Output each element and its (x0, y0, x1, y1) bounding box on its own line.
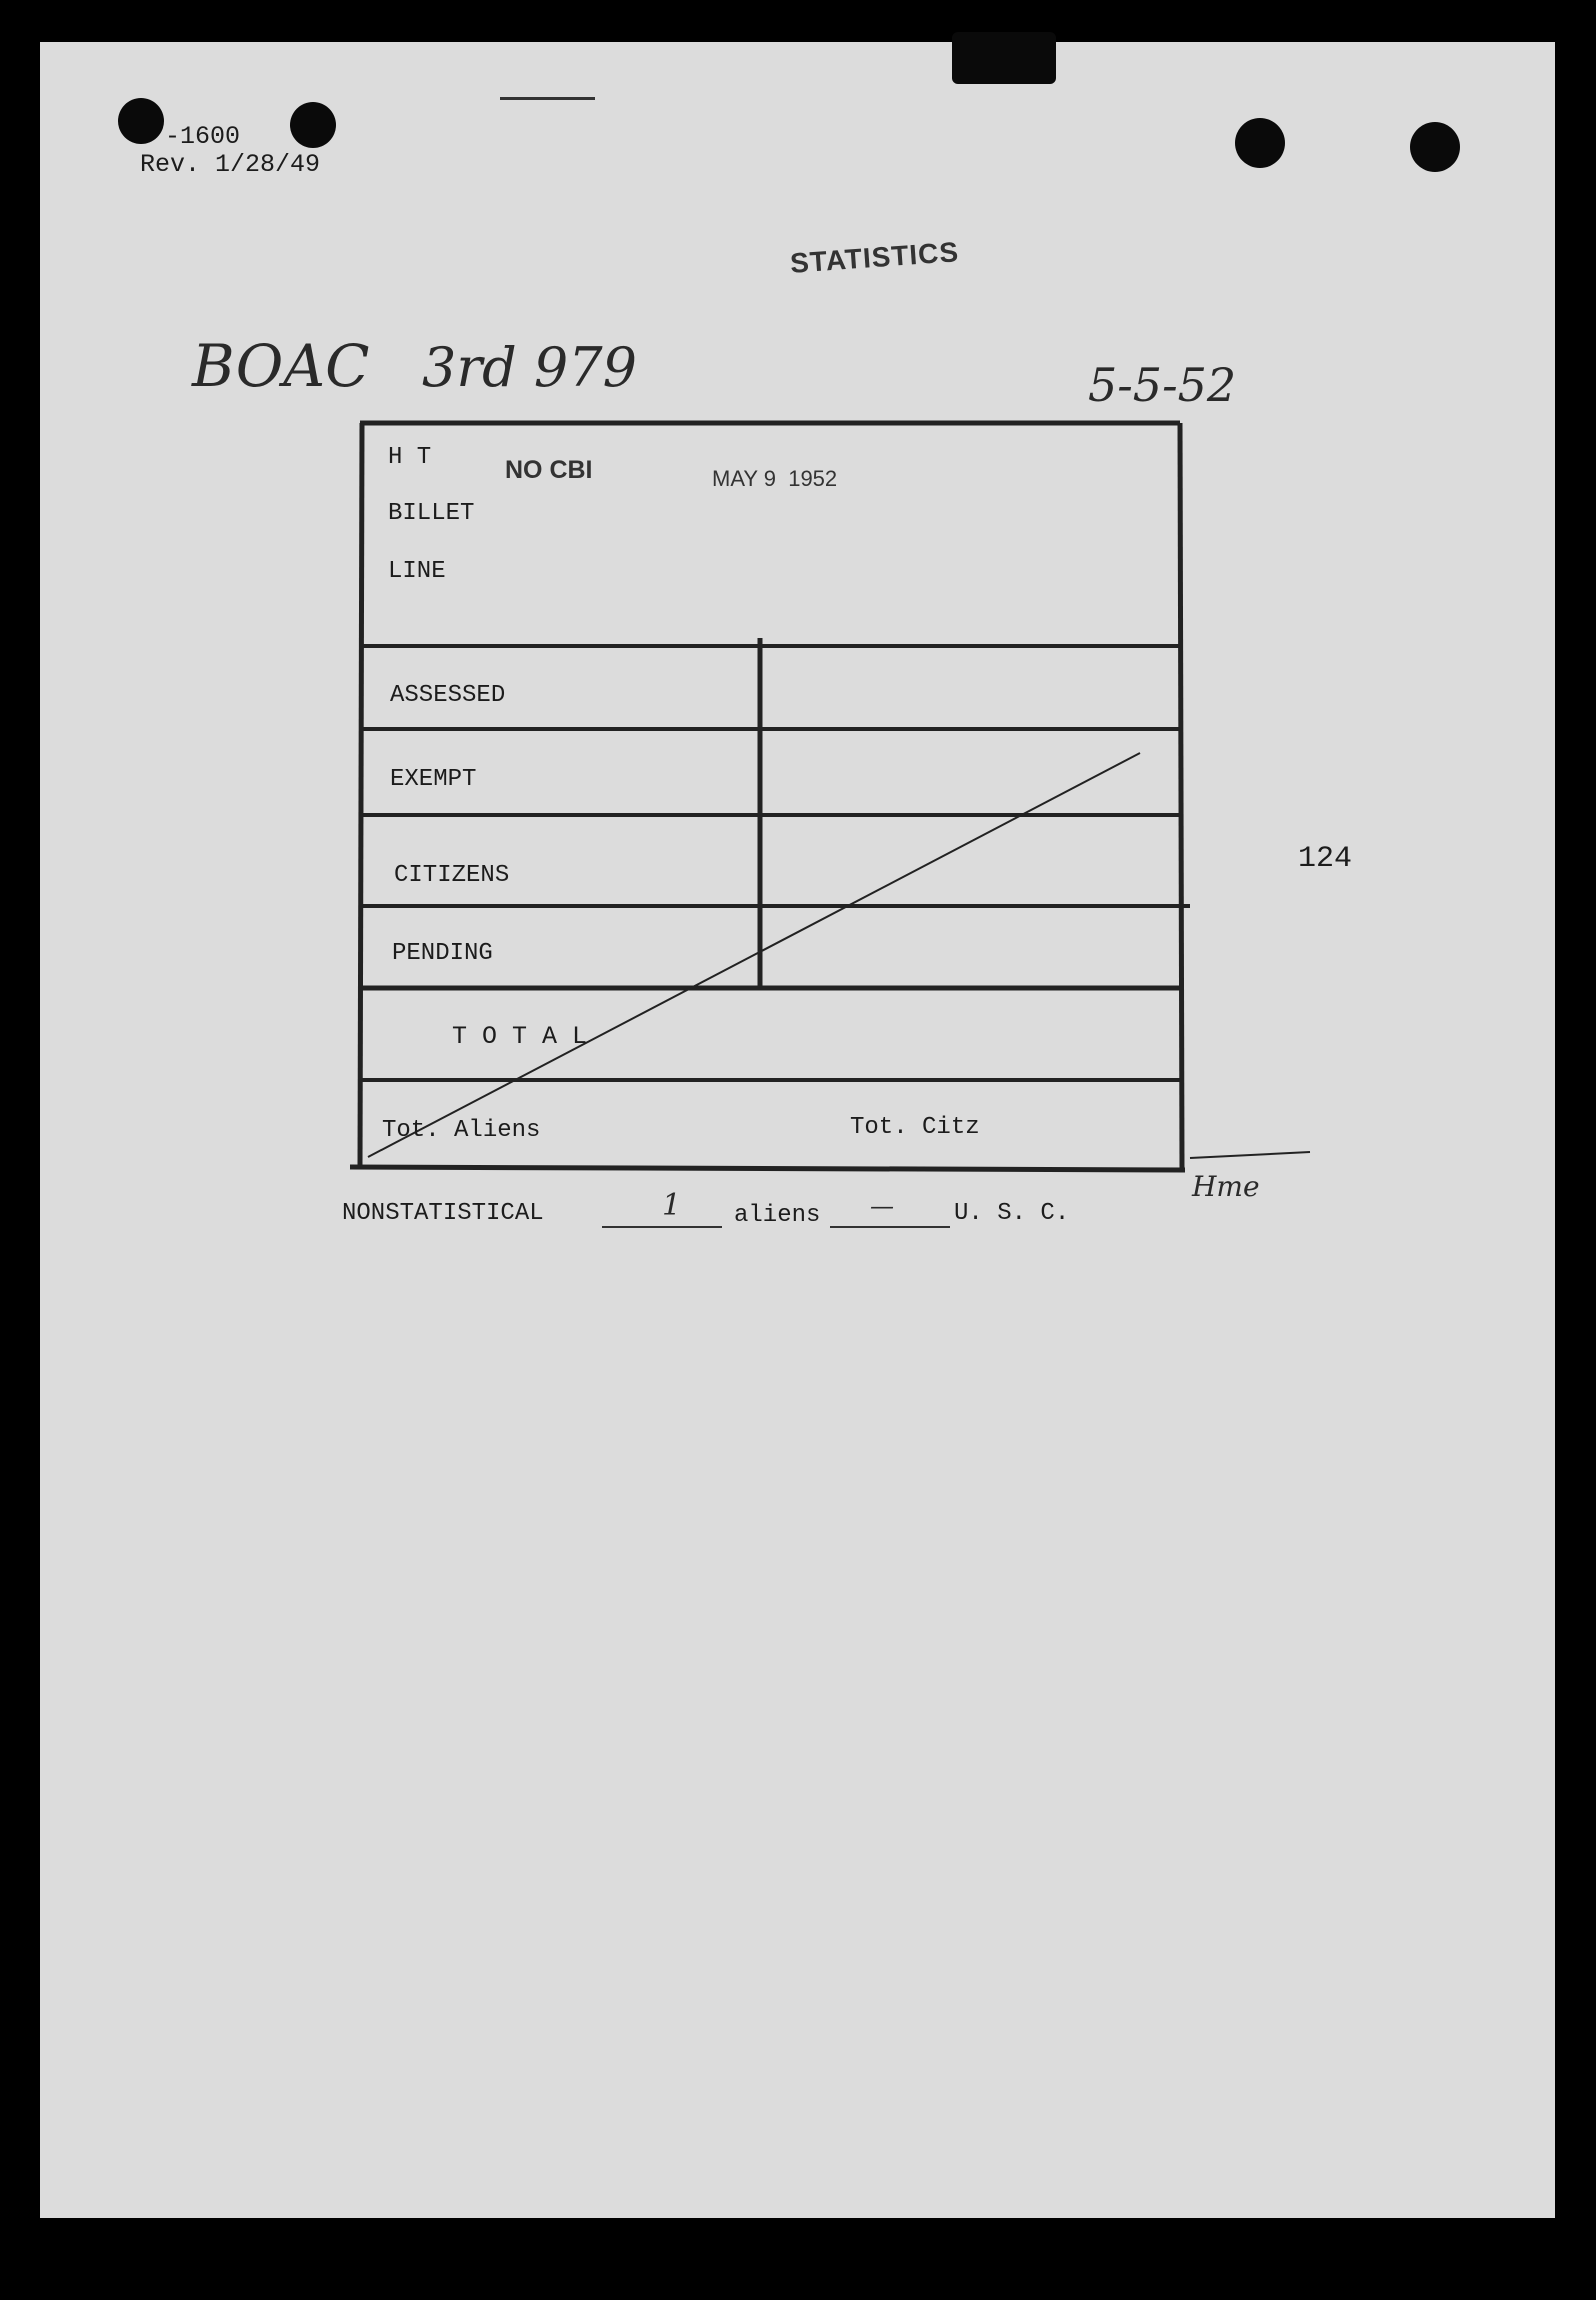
form-number: -1600 (165, 122, 241, 151)
pending-label: PENDING (392, 940, 493, 967)
usc-label: U. S. C. (954, 1200, 1070, 1227)
line-label: LINE (388, 558, 446, 585)
usc-blank-line (830, 1226, 950, 1228)
handwritten-flight: 3rd 979 (422, 336, 637, 399)
document-page (40, 42, 1555, 2218)
handwritten-date: 5-5-52 (1088, 358, 1237, 412)
table-left-border (360, 423, 362, 1167)
tot-aliens-label: Tot. Aliens (382, 1117, 541, 1144)
table-bottom-border (350, 1167, 1185, 1170)
form-revision: Rev. 1/28/49 (140, 150, 321, 179)
assessed-label: ASSESSED (390, 682, 506, 709)
total-label: T O T A L (452, 1022, 588, 1051)
aliens-count: 1 (662, 1188, 682, 1223)
margin-number: 124 (1298, 842, 1353, 876)
exempt-label: EXEMPT (390, 766, 477, 793)
initials-underline (1190, 1152, 1310, 1158)
handwritten-initials: Hme (1192, 1170, 1260, 1203)
row-ht-label: H T (388, 444, 432, 471)
table-right-border (1180, 423, 1182, 1170)
aliens-blank-line (602, 1226, 722, 1228)
handwritten-carrier: BOAC (192, 332, 370, 400)
tot-citz-label: Tot. Citz (850, 1114, 980, 1141)
usc-count: — (870, 1192, 894, 1220)
billet-label: BILLET (388, 500, 475, 527)
form-table (40, 42, 1555, 2218)
aliens-label: aliens (734, 1202, 821, 1229)
date-stamp: MAY 9 1952 (712, 466, 838, 491)
nocbi-stamp: NO CBI (505, 456, 593, 484)
citizens-label: CITIZENS (394, 862, 510, 889)
statistics-stamp: STATISTICS (789, 236, 961, 279)
nonstatistical-label: NONSTATISTICAL (342, 1200, 544, 1227)
